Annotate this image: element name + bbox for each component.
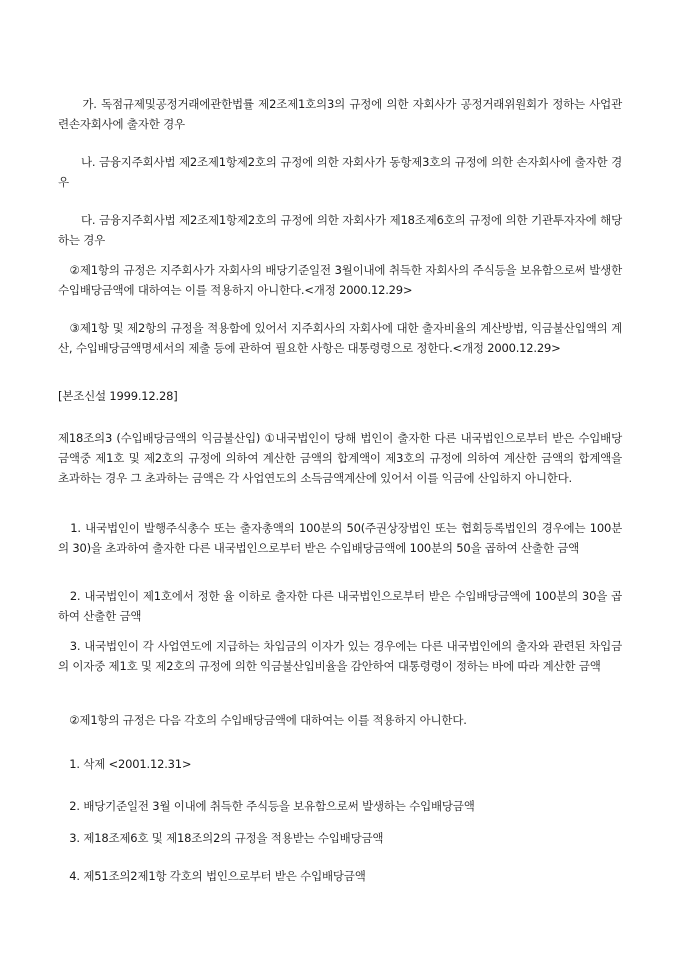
exclusion-item-1: 1. 삭제 <2001.12.31> [58, 757, 192, 771]
exclusion-item-2: 2. 배당기준일전 3월 이내에 취득한 주식등을 보유함으로써 발생하는 수입배당금액 [58, 799, 475, 813]
item-ga-paragraph: 가. 독점규제및공정거래에관한법률 제2조제1호의3의 규정에 의한 자회사가 공정거래위원회가 정하는 사업관련손자회사에 출자한 경우 [58, 97, 622, 131]
subitem-3-paragraph: 3. 내국법인이 각 사업연도에 지급하는 차입금의 이자가 있는 경우에는 다른 내국법인에의 출자와 관련된 차입금의 이자중 제1호 및 제2호의 규정에 의한 익금불산입비율을 감안하여 대통령령이 정하는 바에 따라 계산한 금액 [58, 639, 622, 673]
enactment-note: [본조신설 1999.12.28] [58, 389, 178, 403]
item-da-paragraph: 다. 금융지주회사법 제2조제1항제2호의 규정에 의한 자회사가 제18조제6호의 규정에 의한 기관투자자에 해당하는 경우 [58, 213, 622, 247]
subitem-2-paragraph: 2. 내국법인이 제1호에서 정한 율 이하로 출자한 다른 내국법인으로부터 받은 수입배당금액에 100분의 30을 곱하여 산출한 금액 [58, 589, 622, 623]
subitem-1-paragraph: 1. 내국법인이 발행주식총수 또는 출자총액의 100분의 50(주권상장법인 또는 협회등록법인의 경우에는 100분의 30)을 초과하여 출자한 다른 내국법인으로부터 받은 수입배당금액에 100분의 50을 곱하여 산출한 금액 [58, 521, 622, 555]
clause-2-paragraph: ②제1항의 규정은 지주회사가 자회사의 배당기준일전 3월이내에 취득한 자회사의 주식등을 보유함으로써 발생한 수입배당금액에 대하여는 이를 적용하지 아니한다.<개정 2000.12.29> [58, 263, 622, 297]
clause-2-exclusion-paragraph: ②제1항의 규정은 다음 각호의 수입배당금액에 대하여는 이를 적용하지 아니한다. [58, 713, 467, 727]
article-18-3-paragraph: 제18조의3 (수입배당금액의 익금불산입) ①내국법인이 당해 법인이 출자한 다른 내국법인으로부터 받은 수입배당금액중 제1호 및 제2호의 규정에 의하여 계산한 금액의 합계액이 제3호의 규정에 의하여 계산한 금액의 합계액을 초과하는 경우 그 초과하는 금액은 각 사업연도의 소득금액계산에 있어서 이를 익금에 산입하지 아니한다. [58, 431, 622, 485]
item-na-paragraph: 나. 금융지주회사법 제2조제1항제2호의 규정에 의한 자회사가 동항제3호의 규정에 의한 손자회사에 출자한 경우 [58, 155, 622, 189]
exclusion-item-3: 3. 제18조제6호 및 제18조의2의 규정을 적용받는 수입배당금액 [58, 831, 384, 845]
clause-3-paragraph: ③제1항 및 제2항의 규정을 적용함에 있어서 지주회사의 자회사에 대한 출자비율의 계산방법, 익금불산입액의 계산, 수입배당금액명세서의 제출 등에 관하여 필요한 사항은 대통령령으로 정한다.<개정 2000.12.29> [58, 321, 622, 355]
exclusion-item-4: 4. 제51조의2제1항 각호의 법인으로부터 받은 수입배당금액 [58, 869, 366, 883]
